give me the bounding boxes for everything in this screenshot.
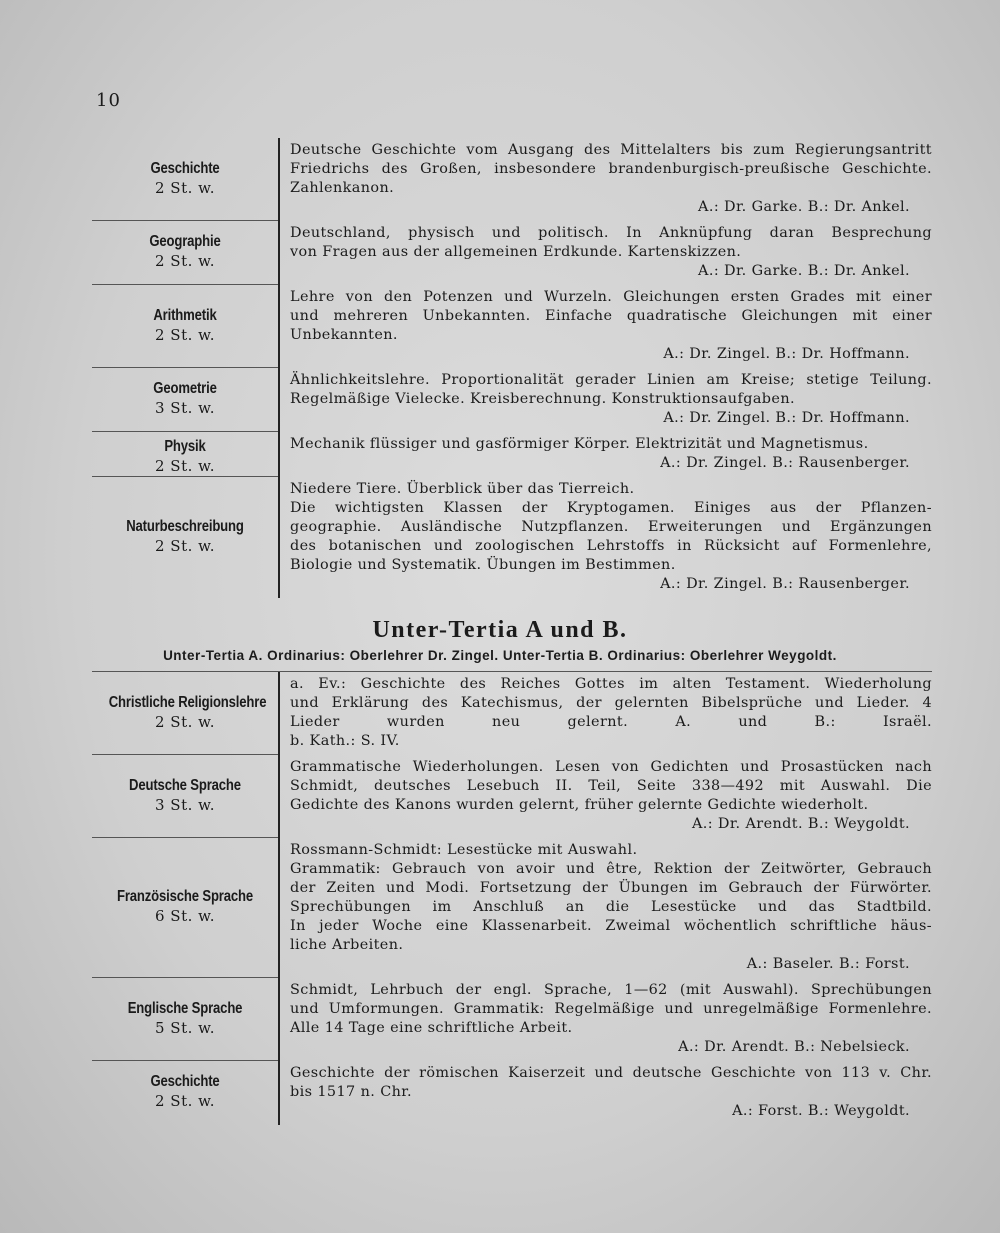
syllabus-line: Niedere Tiere. Überblick über das Tierreich. (290, 481, 635, 497)
curriculum-row (92, 368, 932, 432)
subject-name: Geschichte (150, 1073, 220, 1090)
subject-hours: 2 St. w. (155, 712, 215, 731)
syllabus-line: In jeder Woche eine Klassenarbeit. Zweimal wöchentlich schriftliche häus- (290, 918, 932, 934)
subject-hours: 2 St. w. (155, 536, 215, 555)
curriculum-row (92, 672, 932, 755)
syllabus-line: Die wichtigsten Klassen der Kryptogamen. Einiges aus der Pflanzen- (290, 500, 932, 516)
subject-cell (92, 221, 278, 285)
syllabus-line: Deutsche Geschichte vom Ausgang des Mittelalters bis zum Regierungsantritt (290, 142, 932, 158)
curriculum-row (92, 138, 932, 221)
subject-name: Arithmetik (153, 306, 217, 324)
curriculum-row (92, 978, 932, 1061)
teachers-line: A.: Dr. Zingel. B.: Rausenberger. (660, 576, 910, 592)
subject-hours: 3 St. w. (155, 399, 215, 417)
syllabus-line: Deutschland, physisch und politisch. In Anknüpfung daran Besprechung (290, 225, 932, 241)
subject-hours: 2 St. w. (155, 325, 215, 344)
curriculum-table-upper (92, 138, 932, 598)
syllabus-line: des botanischen und zoologischen Lehrstoffs in Rücksicht auf Formenlehre, (290, 538, 932, 554)
syllabus-line: Schmidt, Lehrbuch der engl. Sprache, 1—62 (mit Auswahl). Sprechübungen (290, 982, 932, 998)
syllabus-text (278, 368, 932, 432)
subject-hours: 2 St. w. (155, 178, 215, 197)
subject-cell (92, 672, 278, 755)
subject-cell (92, 1061, 278, 1125)
syllabus-line: Friedrichs des Großen, insbesondere brandenburgisch-preußische Geschichte. (290, 161, 932, 177)
syllabus-text (278, 221, 932, 285)
syllabus-text (278, 672, 932, 755)
syllabus-line: Regelmäßige Vielecke. Kreisberechnung. Konstruktionsaufgaben. (290, 391, 795, 407)
teachers-line: A.: Forst. B.: Weygoldt. (732, 1103, 910, 1119)
curriculum-row (92, 221, 932, 285)
subject-cell (92, 978, 278, 1061)
syllabus-line: Grammatik: Gebrauch von avoir und être, Rektion der Zeitwörter, Gebrauch (290, 861, 932, 877)
subject-name: Englische Sprache (127, 999, 243, 1017)
syllabus-line: Unbekannten. (290, 327, 398, 343)
syllabus-text (278, 285, 932, 368)
syllabus-line: Rossmann-Schmidt: Lesestücke mit Auswahl. (290, 842, 638, 858)
teachers-line: A.: Dr. Garke. B.: Dr. Ankel. (698, 263, 910, 279)
subject-cell (92, 755, 278, 838)
syllabus-text (278, 138, 932, 221)
curriculum-table-lower (92, 672, 932, 1125)
syllabus-line: der Zeiten und Modi. Fortsetzung der Übungen im Gebrauch der Fürwörter. (290, 880, 932, 896)
subject-cell (92, 838, 278, 978)
subject-cell (92, 432, 278, 477)
teachers-line: A.: Dr. Arendt. B.: Weygoldt. (691, 816, 910, 832)
subject-name: Geographie (149, 233, 221, 250)
syllabus-line: Alle 14 Tage eine schriftliche Arbeit. (290, 1020, 573, 1036)
syllabus-text (278, 755, 932, 838)
teachers-line: A.: Dr. Zingel. B.: Dr. Hoffmann. (663, 410, 910, 426)
teachers-line: A.: Dr. Zingel. B.: Rausenberger. (660, 455, 910, 471)
syllabus-line: bis 1517 n. Chr. (290, 1084, 412, 1100)
syllabus-text (278, 978, 932, 1061)
teachers-line: A.: Dr. Arendt. B.: Nebelsieck. (678, 1039, 910, 1055)
syllabus-line: Schmidt, deutsches Lesebuch II. Teil, Seite 338—492 mit Auswahl. Die (290, 778, 932, 794)
ordinarius-line: Unter-Tertia A. Ordinarius: Oberlehrer Dr. Zingel. Unter-Tertia B. Ordinarius: Oberlehrer Weygoldt. (163, 648, 837, 663)
syllabus-line: liche Arbeiten. (290, 937, 404, 953)
syllabus-line: Zahlenkanon. (290, 180, 395, 196)
curriculum-row (92, 477, 932, 598)
page-number: 10 (96, 90, 121, 111)
curriculum-row (92, 1061, 932, 1125)
syllabus-text (278, 477, 932, 598)
teachers-line: A.: Dr. Zingel. B.: Dr. Hoffmann. (663, 346, 910, 362)
subject-cell (92, 138, 278, 221)
subject-cell (92, 477, 278, 598)
curriculum-row (92, 755, 932, 838)
syllabus-line: Lieder wurden neu gelernt. A. und B.: Israël. (290, 714, 932, 730)
subject-cell (92, 368, 278, 432)
subject-name: Deutsche Sprache (129, 776, 241, 794)
subject-name: Naturbeschreibung (126, 517, 244, 535)
subject-name: Christliche Religionslehre (108, 693, 267, 711)
syllabus-line: Biologie und Systematik. Übungen im Bestimmen. (290, 557, 676, 573)
syllabus-line: Sprechübungen im Anschluß an die Lesestücke und das Stadtbild. (290, 899, 932, 915)
curriculum-row (92, 838, 932, 978)
syllabus-text (278, 838, 932, 978)
syllabus-line: und Umformungen. Grammatik: Regelmäßige und unregelmäßige Formenlehre. (290, 1001, 932, 1017)
subject-name: Geometrie (153, 380, 217, 397)
syllabus-text (278, 432, 932, 477)
subject-hours: 3 St. w. (155, 795, 215, 814)
curriculum-row (92, 285, 932, 368)
syllabus-line: Ähnlichkeitslehre. Proportionalität gerader Linien am Kreise; stetige Teilung. (290, 372, 932, 388)
subject-hours: 2 St. w. (155, 457, 215, 475)
syllabus-line: und Erklärung des Katechismus, der gelernten Bibelsprüche und Lieder. 4 (290, 695, 932, 711)
syllabus-line: und mehreren Unbekannten. Einfache quadratische Gleichungen mit einer (290, 308, 932, 324)
syllabus-line: geographie. Ausländische Nutzpflanzen. Erweiterungen und Ergänzungen (290, 519, 932, 535)
teachers-line: A.: Dr. Garke. B.: Dr. Ankel. (698, 199, 910, 215)
syllabus-line: Grammatische Wiederholungen. Lesen von Gedichten und Prosastücken nach (290, 759, 932, 775)
syllabus-line: b. Kath.: S. IV. (290, 733, 400, 749)
subject-hours: 2 St. w. (155, 252, 215, 270)
subject-name: Physik (164, 438, 206, 455)
subject-name: Geschichte (150, 159, 220, 177)
curriculum-row (92, 432, 932, 477)
syllabus-line: von Fragen aus der allgemeinen Erdkunde. Kartenskizzen. (290, 244, 742, 260)
syllabus-line: a. Ev.: Geschichte des Reiches Gottes im alten Testament. Wiederholung (290, 676, 932, 692)
syllabus-line: Geschichte der römischen Kaiserzeit und deutsche Geschichte von 113 v. Chr. (290, 1065, 932, 1081)
syllabus-line: Lehre von den Potenzen und Wurzeln. Gleichungen ersten Grades mit einer (290, 289, 932, 305)
section-title: Unter-Tertia A und B. (372, 617, 628, 643)
subject-cell (92, 285, 278, 368)
syllabus-line: Mechanik flüssiger und gasförmiger Körper. Elektrizität und Magnetismus. (290, 436, 869, 452)
subject-hours: 5 St. w. (155, 1018, 215, 1037)
subject-hours: 2 St. w. (155, 1092, 215, 1110)
teachers-line: A.: Baseler. B.: Forst. (746, 956, 910, 972)
subject-hours: 6 St. w. (155, 907, 215, 925)
syllabus-text (278, 1061, 932, 1125)
subject-name: Französische Sprache (116, 888, 253, 905)
syllabus-line: Gedichte des Kanons wurden gelernt, früher gelernte Gedichte wiederholt. (290, 797, 869, 813)
